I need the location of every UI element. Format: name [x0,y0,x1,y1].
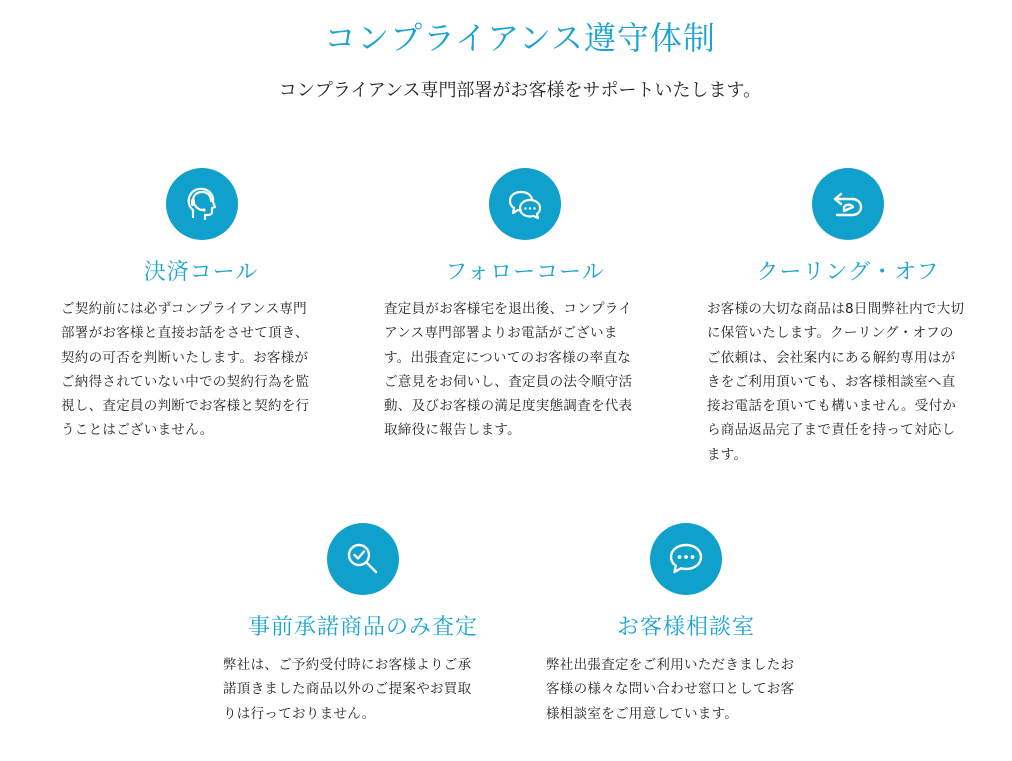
text-line: 動、及びお客様の満足度実態調査を代表 [384,398,633,415]
text-line: 部署がお客様と直接お話をさせて頂き、 [61,325,309,342]
feature-heading-settlement-call: 決済コール [143,260,259,285]
text-line: きをご利用頂いても、お客様相談室へ直 [707,373,956,390]
text-line: 取締役に報告します。 [384,422,521,439]
text-line: 諾頂きました商品以外のご提案やお買取 [223,681,472,698]
feature-text-follow-call [384,297,674,443]
text-line: ら商品返品完了まで責任を持って対応し [707,422,956,439]
text-line: ご契約前には必ずコンプライアンス専門 [61,301,307,317]
magnifier-check-icon [327,523,399,595]
text-line: ご依頼は、会社案内にある解約専用はが [707,349,956,366]
text-line: ご意見をお伺いし、査定員の法令順守活 [384,373,633,390]
chat-bubbles-icon [489,168,561,240]
text-line: 契約の可否を判断いたします。お客様が [61,349,309,366]
feature-heading-customer-consultation: お客様相談室 [616,615,755,640]
text-line: 接お電話を頂いても構いません。受付か [707,398,957,415]
return-arrow-icon [812,168,884,240]
page-title: コンプライアンス遵守体制 [324,19,716,57]
text-line: りは行っておりません。 [223,705,376,722]
feature-heading-pre-approved-items: 事前承諾商品のみ査定 [247,615,478,640]
text-line: うことはございません。 [61,422,214,439]
text-line: に保管いたします。クーリング・オフの [707,325,954,342]
text-line: ご納得されていない中での契約行為を監 [61,373,310,390]
text-line: 様相談室をご用意しています。 [546,705,739,722]
feature-text-cooling-off [707,297,1003,467]
speech-bubble-dots-icon [650,523,722,595]
page-subtitle: コンプライアンス専門部署がお客様をサポートいたします。 [278,80,762,101]
feature-text-settlement-call [61,297,351,443]
text-line: ます。 [707,446,748,463]
text-line: 視し、査定員の判断でお客様と契約を行 [61,398,310,415]
text-line: す。出張査定についてのお客様の率直な [384,349,632,366]
feature-heading-follow-call: フォローコール [445,260,605,285]
text-line: 弊社出張査定をご利用いただきましたお [546,657,795,673]
text-line: 査定員がお客様宅を退出後、コンプライ [384,301,632,317]
feature-text-pre-approved-items [223,653,513,726]
feature-text-customer-consultation [546,653,836,726]
feature-heading-cooling-off: クーリング・オフ [756,260,940,285]
text-line: アンス専門部署よりお電話がございま [384,325,618,342]
headset-icon [166,168,238,240]
text-line: お客様の大切な商品は8日間弊社内で大切 [707,301,965,317]
text-line: 客様の様々な問い合わせ窓口としてお客 [546,681,795,698]
text-line: 弊社は、ご予約受付時にお客様よりご承 [223,657,472,673]
